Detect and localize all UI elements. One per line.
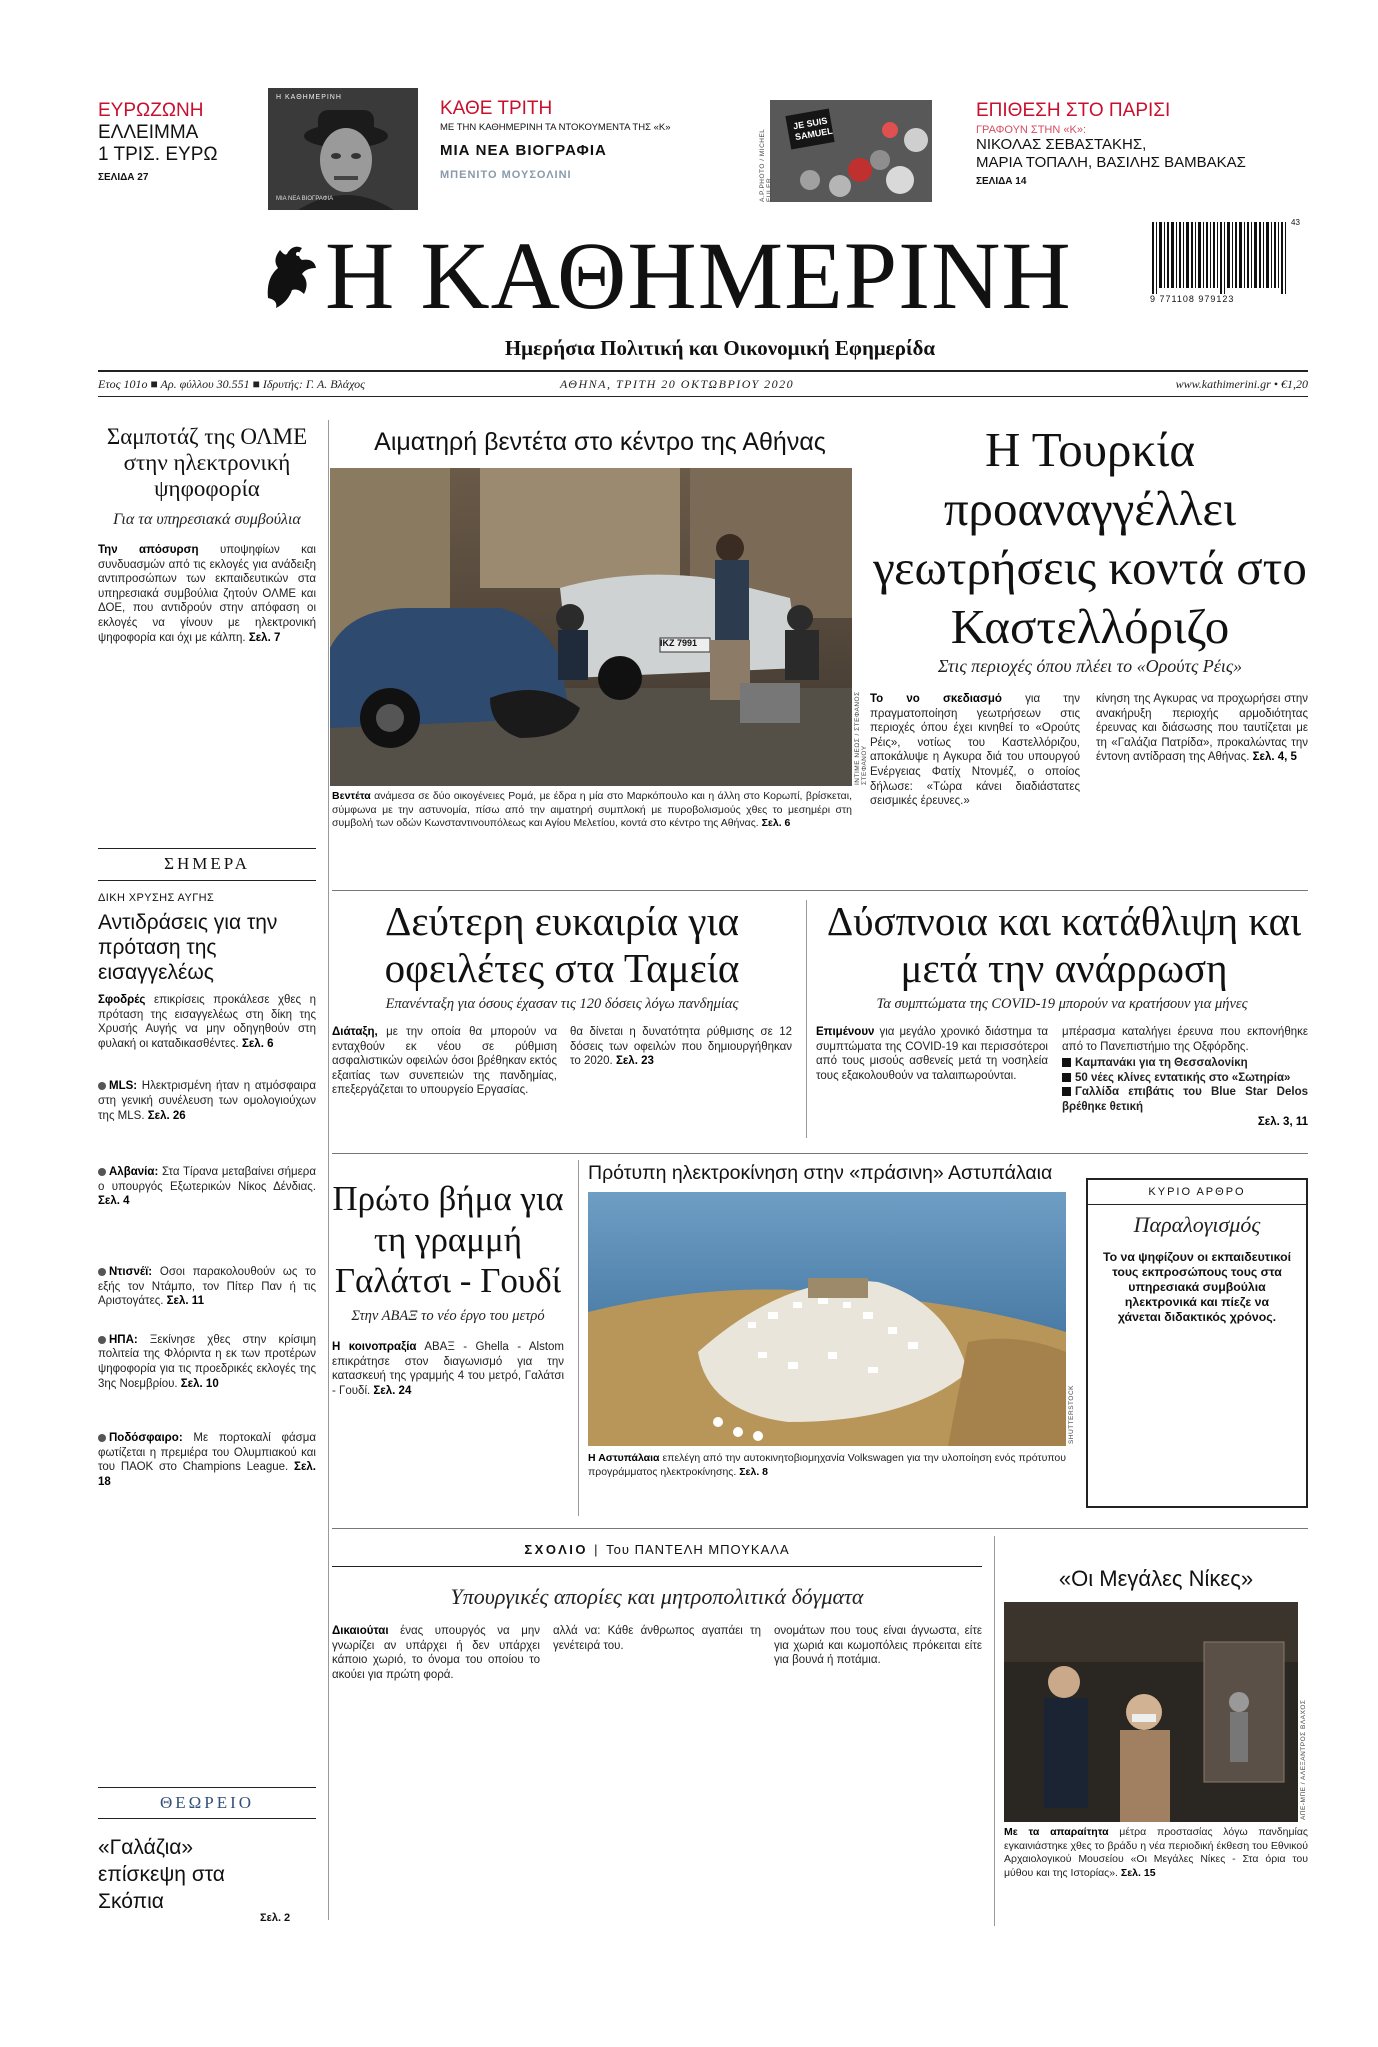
square-bullet-icon [1062,1073,1071,1082]
metro-lead: Η κοινοπραξία [332,1341,417,1353]
vendetta-lead: Βεντέτα [332,790,371,802]
promo-mussolini-cover[interactable] [268,88,418,210]
vendetta-headline[interactable]: Αιματηρή βεντέτα στο κέντρο της Αθήνας [374,428,826,456]
bullet-icon [98,1336,106,1344]
turkey-dek: Στις περιοχές όπου πλέει το «Ορούτς Ρέις» [937,656,1243,676]
today-page: Σελ. 6 [241,1037,274,1050]
metro-page: Σελ. 24 [373,1384,412,1397]
promo-paris-subtitle: ΓΡΑΦΟΥΝ ΣΤΗΝ «Κ»: [976,124,1087,136]
col-separator-left [328,420,329,1920]
row-rule-1 [332,890,1308,891]
masthead-rule-bottom [98,396,1308,397]
covid-lead: Επιμένουν [816,1026,875,1038]
promo-paris[interactable] [976,100,1306,187]
square-bullet-icon [1062,1058,1071,1067]
covid-col1: Επιμένουν για μεγάλο χρονικό διάστημα τα συμπτώματα της COVID-19 και περισσότεροι από τους μισούς ασθενείς μετά τη νοσηλεία τους εξακολουθούν να ταλαιπωρούνται. [816,1026,1048,1082]
today-header: ΣΗΜΕΡΑ [164,854,250,873]
promo-mussolini-title: ΚΑΘΕ ΤΡΙΤΗ [440,98,553,119]
masthead-title: Η ΚΑΘΗΜΕΡΙΝΗ [325,222,1072,329]
promo-paris-author1: ΝΙΚΟΛΑΣ ΣΕΒΑΣΤΑΚΗΣ, [976,136,1147,153]
theoreio-rule [98,1787,316,1788]
barcode [1150,218,1308,310]
metro-dek: Στην ΑΒΑΞ το νέο έργο του μετρό [351,1308,545,1324]
theoreio-header: ΘΕΩΡΕΙΟ [159,1793,255,1812]
sabotage-lead: Την απόσυρση [98,544,199,556]
sabotage-dek: Για τα υπηρεσιακά συμβούλια [113,511,301,528]
comment-lead: Δικαιούται [332,1625,389,1637]
theoreio-headline[interactable]: «Γαλάζια» επίσκεψη στα Σκόπια [98,1836,225,1913]
sign-text: JE SUIS SAMUEL [792,115,834,143]
masthead-logo-icon [258,238,320,312]
theoreio-rule-2 [98,1818,316,1819]
cover-brand: Η ΚΑΘΗΜΕΡΙΝΗ [276,94,342,101]
comment-col3: ονομάτων που τους είναι άγνωστα, είτε για χωριά και κωμοπόλεις πρόκειται είτε για βουνά ή ποτάμια. [774,1625,982,1667]
today-item[interactable]: Αλβανία: Στα Τίρανα μεταβαίνει σήμερα ο υπουργός Εξωτερικών Νίκος Δένδιας. Σελ. 4 [98,1166,316,1208]
astypalaia-lead: Η Αστυπάλαια [588,1452,660,1464]
col-separator-metro [578,1160,579,1516]
barcode-issue: 43 [1291,218,1300,227]
museum-visitors-icon [1004,1602,1298,1822]
today-headline[interactable]: Αντιδράσεις για την πρόταση της εισαγγελέως [98,911,278,984]
astypalaia-photo[interactable] [588,1192,1066,1446]
island-village-icon [588,1192,1066,1446]
today-item[interactable]: MLS: Ηλεκτρισμένη ήταν η ατμόσφαιρα στη γενική συνέλευση των ομολογιούχων της MLS. Σελ. 26 [98,1080,316,1122]
promo-mussolini-headline: ΜΙΑ ΝΕΑ ΒΙΟΓΡΑΦΙΑ [440,142,607,159]
vendetta-caption-text: ανάμεσα σε δύο οικογένειες Ρομά, με έδρα η μία στο Μαρκόπουλο και η άλλη στο Κορωπί, βρίσκεται, σύμφωνα με την αστυνομία, πίσω από την αιματηρή συμπλοκή με πυροβολισμούς χθες το μεσημέρι στη συμβολή των οδών Κωνσταντινουπόλεως και Αγίου Μελετίου, κοντά στο κέντρο της Αθήνας. [332,790,852,829]
crime-scene-icon [330,468,852,786]
today-kicker: ΔΙΚΗ ΧΡΥΣΗΣ ΑΥΓΗΣ [98,892,215,904]
debtors-page: Σελ. 23 [615,1055,654,1068]
masthead-info-left: Ετος 101ο ■ Αρ. φύλλου 30.551 ■ Ιδρυτής: Γ. Α. Βλάχος [98,377,365,391]
comment-byline: ΣΧΟΛΙΟ | Του ΠΑΝΤΕΛΗ ΜΠΟΥΚΑΛΑ [524,1542,790,1557]
turkey-page: Σελ. 4, 5 [1252,751,1297,764]
covid-bullet[interactable]: 50 νέες κλίνες εντατικής στο «Σωτηρία» [1062,1071,1308,1086]
today-item[interactable]: ΗΠΑ: Ξεκίνησε χθες στην κρίσιμη πολιτεία της Φλόριντα η εκ των προτέρων ψηφοφορία για τις προεδρικές εκλογές της 3ης Νοεμβρίου. Σελ. 10 [98,1333,316,1390]
editorial-box[interactable] [1086,1178,1308,1508]
debtors-headline[interactable]: Δεύτερη ευκαιρία για οφειλέτες στα Ταμεία [384,898,740,991]
victories-headline[interactable]: «Οι Μεγάλες Νίκες» [1058,1566,1254,1591]
sabotage-body [98,543,316,645]
flowers-memorial-icon [770,100,932,202]
sabotage-page: Σελ. 7 [248,631,281,644]
masthead-tagline: Ημερήσια Πολιτική και Οικονομική Εφημερίδα [504,336,936,360]
covid-col2: μπέρασμα καταλήγει έρευνα που εκπονήθηκε από το Πανεπιστήμιο της Οξφόρδης. Καμπανάκι για τη Θεσσαλονίκη 50 νέες κλίνες εντατικής στο «Σωτηρία» Γαλλίδα επιβάτις του Blue Star Delos βρέθηκε θετική Σελ. 3, 11 [1062,1026,1308,1128]
astypalaia-page: Σελ. 8 [739,1465,769,1478]
covid-bullet[interactable]: Γαλλίδα επιβάτις του Blue Star Delos βρέθηκε θετική [1062,1086,1308,1113]
promo-eurozone-page: ΣΕΛΙΔΑ 27 [98,172,149,183]
turkey-col2: κίνηση της Αγκυρας να προχωρήσει στην ανακήρυξη περιοχής αρμοδιότητας έρευνας και διάσωσης που ταυτίζεται με τη «Γαλάζια Πατρίδα», προκαλώντας την έντονη αντίδραση της Αθήνας. Σελ. 4, 5 [1096,693,1308,764]
promo-eurozone[interactable] [98,100,238,200]
turkey-col1: Το νο σκεδιασμό για την πραγματοποίηση γεωτρήσεων στις περιοχές όπου έχει κινηθεί το «Ορούτς Ρέις», νοτίως του Καστελλόριζου, αποκάλυψε η Αγκυρα διά του υπουργού Ενέργειας Φατίχ Ντονμέζ, ο οποίος δήλωσε: «Τώρα κάνει διαδιάστατες σεισμικές έρευνες.» [870,693,1080,808]
editorial-title: Παραλογισμός [1133,1212,1261,1237]
astypalaia-caption: Η Αστυπάλαια επελέγη από την αυτοκινητοβιομηχανία Volkswagen για την υλοποίηση ενός πρότυπου προγράμματος ηλεκτροκίνησης. Σελ. 8 [588,1452,1066,1478]
vendetta-caption [332,790,852,831]
victories-caption: Με τα απαραίτητα μέτρα προστασίας λόγω πανδημίας εγκαινιάστηκε χθες το βράδυ η νέα περιοδική έκθεση του Εθνικού Αρχαιολογικού Μουσείου «Οι Μεγάλες Νίκες - Στα όρια του μύθου και της Ιστορίας». Σελ. 15 [1004,1826,1308,1879]
debtors-col1: Διάταξη, με την οποία θα μπορούν να ενταχθούν εκ νέου σε ρύθμιση ασφαλιστικών οφειλών όσοι βρέθηκαν εκτός εξαιτίας των συνεπειών της πανδημίας, επεξεργάζεται το υπουργείο Εργασίας. [332,1026,557,1097]
sabotage-article[interactable] [98,424,316,645]
debtors-dek: Επανένταξη για όσους έχασαν τις 120 δόσεις λόγω πανδημίας [385,996,739,1012]
barcode-digits: 9 771108 979123 [1150,294,1235,304]
masthead-info-right: www.kathimerini.gr • €1,20 [1175,377,1308,391]
bullet-icon [98,1168,106,1176]
bullet-icon [98,1082,106,1090]
promo-eurozone-title: ΕΥΡΩΖΩΝΗ [98,100,204,121]
sabotage-text: υποψηφίων και συνδυασμών από τις εκλογές για ανάδειξη αντιπροσώπων των εκπαιδευτικών στα υπηρεσιακά συμβούλια ζητούν ΟΛΜΕ και ΔΟΕ, που αντιδρούν στην απόφαση οι εκλογές να γίνουν με ηλεκτρονική ψηφοφορία και όχι με κάλπη. [98,544,316,644]
promo-mussolini[interactable] [440,98,730,181]
masthead-info-center: ΑΘΗΝΑ, ΤΡΙΤΗ 20 ΟΚΤΩΒΡΙΟΥ 2020 [560,377,795,391]
victories-page: Σελ. 15 [1120,1866,1156,1879]
today-item[interactable]: Ποδόσφαιρο: Με πορτοκαλί φάσμα φωτίζεται η πρεμιέρα του Ολυμπιακού και του ΠΑΟΚ στο Champions League. Σελ. 18 [98,1432,316,1488]
comment-author: Του ΠΑΝΤΕΛΗ ΜΠΟΥΚΑΛΑ [606,1542,790,1557]
today-text: επικρίσεις προκάλεσε χθες η πρόταση της εισαγγελέως στη δίκη της Χρυσής Αυγής να μην οδηγηθούν στη φυλακή οι καταδικασθέντες. [98,994,316,1050]
barcode-icon [1150,222,1308,298]
mussolini-portrait-icon [268,88,418,210]
victories-credit: ΑΠΕ-ΜΠΕ / ΑΛΕΞΑΝΤΡΟΣ ΒΛΑΧΟΣ [1300,1699,1307,1820]
debtors-lead: Διάταξη, [332,1026,378,1038]
today-rule-2 [98,880,316,881]
theoreio-page: Σελ. 2 [260,1912,291,1924]
plate-text: ΙΚΖ 7991 [660,638,698,648]
comment-col1: Δικαιούται ένας υπουργός να μην γνωρίζει αν υπάρχει ή δεν υπάρχει κάποιο χωριό, το όνομα του οποίου το ακούει για πρώτη φορά. [332,1625,540,1681]
masthead-rule-top [98,370,1308,372]
turkey-lead: Το νο σκεδιασμό [870,693,1002,705]
promo-mussolini-subtitle: ΜΕ ΤΗΝ ΚΑΘΗΜΕΡΙΝΗ ΤΑ ΝΤΟΚΟΥΜΕΝΤΑ ΤΗΣ «Κ» [440,122,671,133]
cover-caption: ΜΙΑ ΝΕΑ ΒΙΟΓΡΑΦΙΑ [276,196,334,202]
comment-header: ΣΧΟΛΙΟ [524,1542,589,1557]
covid-page: Σελ. 3, 11 [1257,1115,1308,1128]
covid-bullet[interactable]: Καμπανάκι για τη Θεσσαλονίκη [1062,1056,1308,1071]
col-separator-right [994,1536,995,1926]
promo-eurozone-line1: ΕΛΛΕΙΜΜΑ [98,122,199,143]
promo-paris-title: ΕΠΙΘΕΣΗ ΣΤΟ ΠΑΡΙΣΙ [976,100,1171,121]
editorial-header: ΚΥΡΙΟ ΑΡΘΡΟ [1148,1186,1246,1198]
comment-col2: αλλά να: Κάθε άνθρωπος αγαπάει τη γενέτειρά του. [553,1625,761,1652]
debtors-col2: θα δίνεται η δυνατότητα ρύθμισης σε 12 δόσεις των οφειλών που δημιουργήθηκαν το 2020. Σελ. 23 [570,1026,792,1068]
victories-photo[interactable] [1004,1602,1298,1822]
victories-lead: Με τα απαραίτητα [1004,1826,1109,1838]
metro-body: Η κοινοπραξία ΑΒΑΞ - Ghella - Alstom επικράτησε στον διαγωνισμό για την κατασκευή της γραμμής 4 του μετρό, Γαλάτσι - Γουδί. Σελ. 24 [332,1341,565,1397]
metro-headline[interactable]: Πρώτο βήμα για τη γραμμή Γαλάτσι - Γουδί [332,1179,564,1300]
covid-headline[interactable]: Δύσπνοια και κατάθλιψη και μετά την ανάρρωση [826,898,1302,991]
comment-title[interactable]: Υπουργικές απορίες και μητροπολιτικά δόγματα [450,1584,864,1609]
bullet-icon [98,1268,106,1276]
row-rule-2 [332,1153,1308,1154]
vendetta-photo[interactable] [330,468,852,786]
covid-dek: Τα συμπτώματα της COVID-19 μπορούν να κρατήσουν για μήνες [876,996,1248,1012]
bullet-icon [98,1434,106,1442]
vendetta-credit: ΙΝΤΙΜΕ ΝΕΩΣ / ΣΤΕΦΑΝΟΣ ΣΤΕΦΑΝΟΥ [854,691,868,785]
promo-paris-credit: A.P.PHOTO / MICHEL EULER [759,128,773,202]
promo-paris-author2: ΜΑΡΙΑ ΤΟΠΑΛΗ, ΒΑΣΙΛΗΣ ΒΑΜΒΑΚΑΣ [976,154,1246,171]
square-bullet-icon [1062,1087,1071,1096]
today-rule [98,848,316,849]
col-separator-mid [806,900,807,1138]
today-section [98,892,316,1489]
sabotage-headline: Σαμποτάζ της ΟΛΜΕ στην ηλεκτρονική ψηφοφορία [106,424,308,501]
promo-eurozone-line2: 1 ΤΡΙΣ. ΕΥΡΩ [98,144,218,165]
editorial-header-rule [1088,1204,1306,1205]
turkey-headline[interactable]: Η Τουρκία προαναγγέλλει γεωτρήσεις κοντά στο Καστελλόριζο [873,422,1307,654]
promo-mussolini-name: ΜΠΕΝΙΤΟ ΜΟΥΣΟΛΙΝΙ [440,169,572,181]
comment-rule [332,1566,982,1567]
row-rule-3 [332,1528,1308,1529]
today-item[interactable]: Ντισνέϊ: Οσοι παρακολουθούν ως το εξής τον Ντάμπο, τον Πίτερ Παν ή τις Αριστογάτες. Σελ. 11 [98,1265,316,1308]
vendetta-page: Σελ. 6 [761,817,791,829]
promo-paris-page: ΣΕΛΙΔΑ 14 [976,176,1027,187]
today-lead: Σφοδρές [98,994,146,1006]
editorial-text: Το να ψηφίζουν οι εκπαιδευτικοί τους εκπροσώπους τους στα υπηρεσιακά συμβούλια ηλεκτρονικά και πίεζε να χάνεται διδακτικός χρόνος. [1102,1250,1292,1324]
astypalaia-credit: SHUTTERSTOCK [1068,1385,1075,1444]
promo-paris-photo[interactable] [770,100,932,202]
today-body [98,993,316,1051]
astypalaia-headline[interactable]: Πρότυπη ηλεκτροκίνηση στην «πράσινη» Αστυπάλαια [588,1162,1053,1184]
